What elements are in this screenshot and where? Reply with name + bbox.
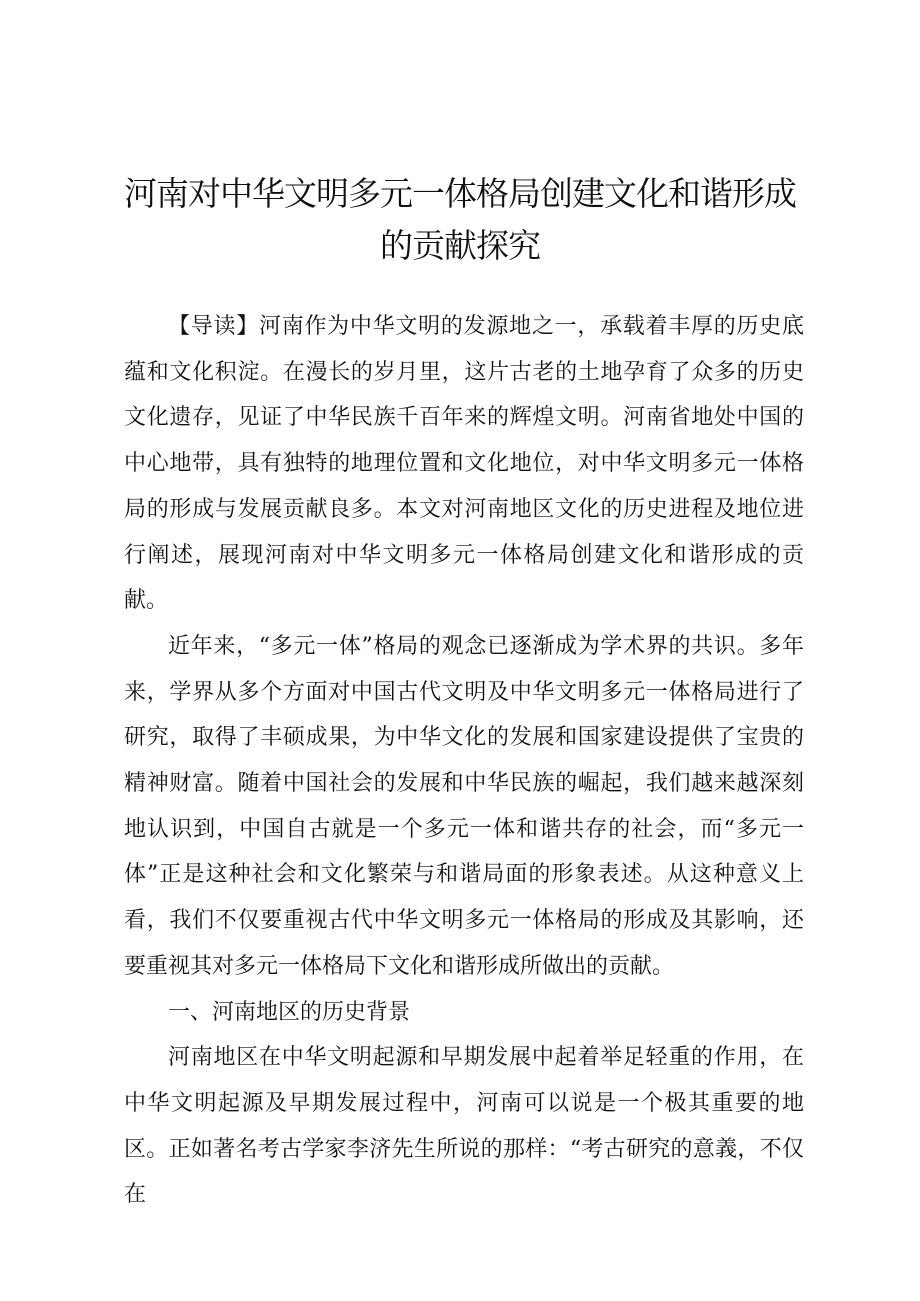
abstract-paragraph: 【导读】河南作为中华文明的发源地之一，承载着丰厚的历史底蕴和文化积淀。在漫长的岁月里，这片古老的土地孕育了众多的历史文化遗存，见证了中华民族千百年来的辉煌文明。河南省地处中国的中心地带，具有独特的地理位置和文化地位，对中华文明多元一体格局的形成与发展贡献良多。本文对河南地区文化的历史进程及地位进行阐述，展现河南对中华文明多元一体格局创建文化和谐形成的贡献。 — [124, 314, 804, 614]
section-paragraph: 河南地区在中华文明起源和早期发展中起着举足轻重的作用，在中华文明起源及早期发展过程中，河南可以说是一个极其重要的地区。正如著名考古学家李济先生所说的那样：“考古研究的意義，不仅在 — [124, 1045, 804, 1208]
document-title: 河南对中华文明多元一体格局创建文化和谐形成的贡献探究 — [124, 174, 796, 265]
document-body — [124, 304, 804, 1218]
intro-paragraph: 近年来，“多元一体”格局的观念已逐渐成为学术界的共识。多年来，学界从多个方面对中国古代文明及中华文明多元一体格局进行了研究，取得了丰硕成果，为中华文化的发展和国家建设提供了宝贵的精神财富。随着中国社会的发展和中华民族的崛起，我们越来越深刻地认识到，中国自古就是一个多元一体和谐共存的社会，而“多元一体”正是这种社会和文化繁荣与和谐局面的形象表述。从这种意义上看，我们不仅要重视古代中华文明多元一体格局的形成及其影响，还要重视其对多元一体格局下文化和谐形成所做出的贡献。 — [124, 633, 804, 979]
section-heading: 一、河南地区的历史背景 — [168, 999, 411, 1025]
